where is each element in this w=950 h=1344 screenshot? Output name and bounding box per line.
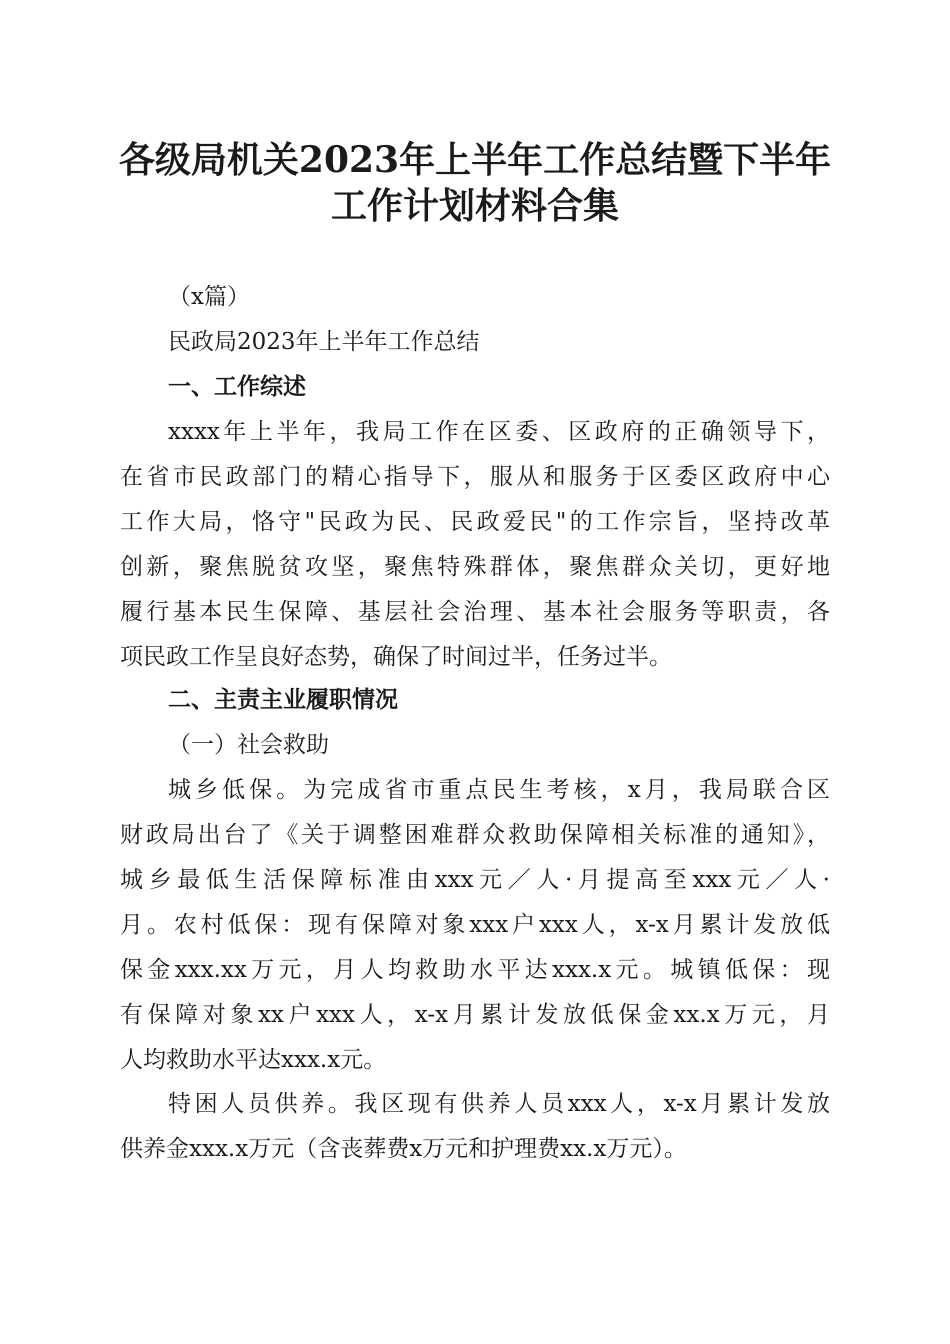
subsection-heading-social-assistance: （一）社会救助 [168, 732, 329, 758]
dibao-line: 城乡低保。为完成省市重点民生考核，x月，我局联合区 [168, 777, 830, 803]
chapter-marker: （x篇） [168, 284, 250, 310]
dibao-line: 城乡最低生活保障标准由xxx元／人·月提高至xxx元／人· [120, 867, 830, 893]
overview-line: 项民政工作呈良好态势，确保了时间过半，任务过半。 [120, 644, 672, 670]
dibao-line: 财政局出台了《关于调整困难群众救助保障相关标准的通知》， [120, 822, 830, 848]
section-heading-duties: 二、主责主业履职情况 [168, 687, 398, 713]
overview-line: xxxx年上半年，我局工作在区委、区政府的正确领导下， [168, 419, 830, 445]
tekun-line: 特困人员供养。我区现有供养人员xxx人，x-x月累计发放 [168, 1091, 830, 1117]
article-subtitle: 民政局2023年上半年工作总结 [168, 329, 480, 355]
overview-line: 在省市民政部门的精心指导下，服从和服务于区委区政府中心 [120, 464, 830, 490]
dibao-line: 人均救助水平达xxx.x元。 [120, 1047, 387, 1073]
document-title-line-2: 工作计划材料合集 [330, 185, 619, 227]
overview-line: 工作大局，恪守"民政为民、民政爱民"的工作宗旨，坚持改革 [120, 509, 830, 535]
section-heading-overview: 一、工作综述 [168, 374, 306, 400]
tekun-line: 供养金xxx.x万元（含丧葬费x万元和护理费xx.x万元）。 [120, 1136, 687, 1162]
dibao-line: 有保障对象xx户xxx人，x-x月累计发放低保金xx.x万元，月 [120, 1002, 830, 1028]
dibao-line: 保金xxx.xx万元，月人均救助水平达xxx.x元。城镇低保：现 [120, 957, 830, 983]
document-title-line-1: 各级局机关2023年上半年工作总结暨下半年 [118, 139, 832, 181]
overview-line: 履行基本民生保障、基层社会治理、基本社会服务等职责，各 [120, 599, 830, 625]
overview-line: 创新，聚焦脱贫攻坚，聚焦特殊群体，聚焦群众关切，更好地 [120, 554, 830, 580]
dibao-line: 月。农村低保：现有保障对象xxx户xxx人，x-x月累计发放低 [120, 912, 830, 938]
